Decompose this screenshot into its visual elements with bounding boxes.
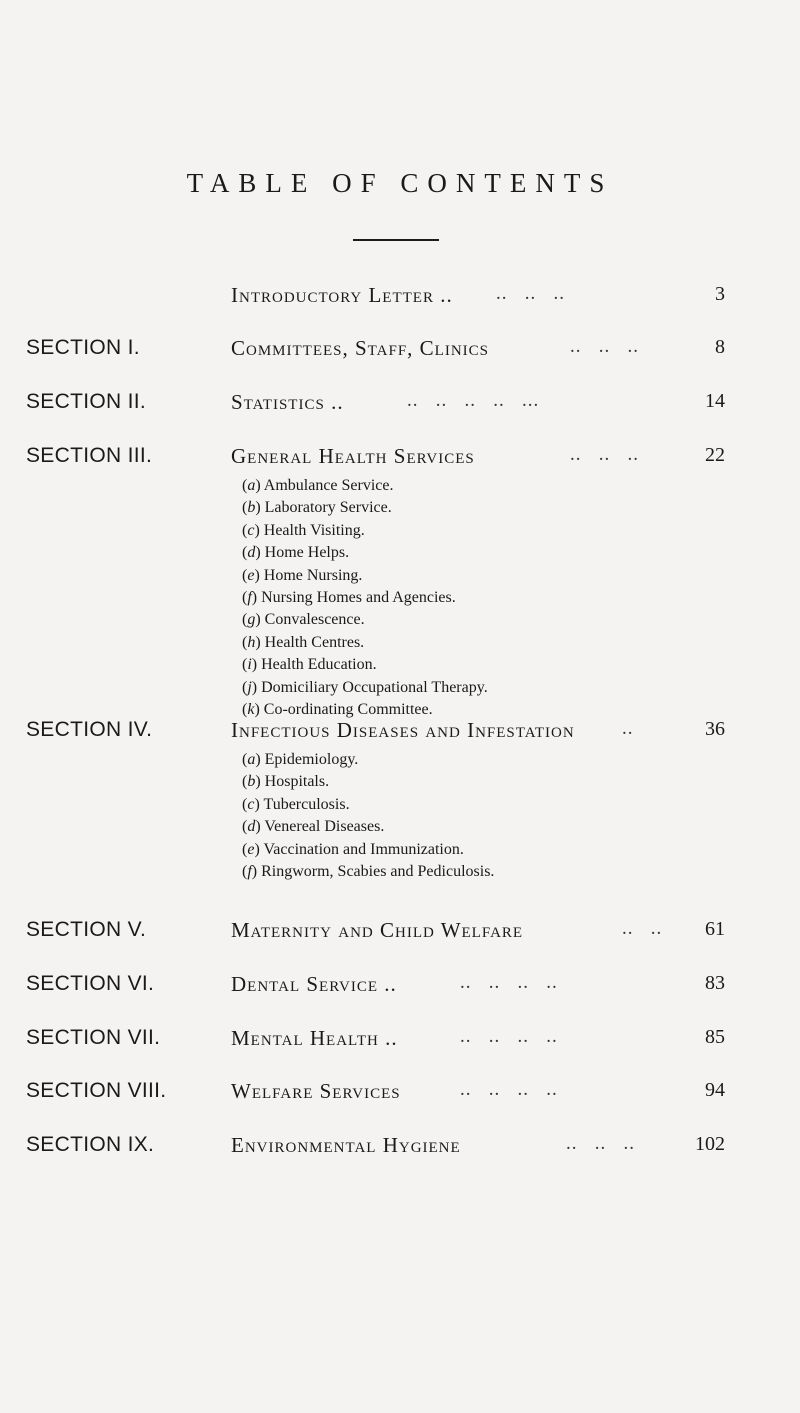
subitem-text: Laboratory Service. xyxy=(264,499,392,517)
subitem-text: Hospitals. xyxy=(264,773,330,791)
subitem-letter: i xyxy=(247,656,252,674)
section-label: SECTION VIII. xyxy=(26,1079,167,1102)
entry-heading: Dental Service .. xyxy=(231,972,397,996)
subitem: (a) Ambulance Service. xyxy=(242,477,394,494)
page-title: TABLE OF CONTENTS xyxy=(186,168,614,198)
subitem: (f) Ringworm, Scabies and Pediculosis. xyxy=(242,862,495,880)
toc-entry-section-7[interactable] xyxy=(0,1026,800,1052)
subitem: (f) Nursing Homes and Agencies. xyxy=(242,588,456,606)
subitem: (g) Convalescence. xyxy=(242,611,365,629)
subitem: (k) Co-ordinating Committee. xyxy=(242,700,433,718)
section-label: SECTION V. xyxy=(26,918,147,941)
subitem-letter: a xyxy=(247,751,256,768)
subitem: (e) Home Nursing. xyxy=(242,566,363,584)
subitem: (a) Epidemiology. xyxy=(242,751,359,768)
section-label: SECTION I. xyxy=(26,336,140,359)
dot-leader: .. .. .. .. xyxy=(460,1079,558,1100)
toc-entry-section-1[interactable] xyxy=(0,336,800,362)
dot-leader: .. .. .. xyxy=(566,1133,635,1154)
toc-entry-section-9[interactable] xyxy=(0,1133,800,1159)
subitem: (j) Domiciliary Occupational Therapy. xyxy=(242,678,488,696)
entry-heading: Committees, Staff, Clinics xyxy=(231,336,489,360)
subitem-text: Ringworm, Scabies and Pediculosis. xyxy=(261,862,495,880)
subitem-letter: d xyxy=(247,818,256,836)
page-number: 83 xyxy=(705,972,725,994)
page-number: 85 xyxy=(705,1026,725,1048)
toc-entry-section-2[interactable] xyxy=(0,390,800,416)
toc-entry-introductory-letter[interactable] xyxy=(0,283,800,309)
subitem-text: Health Education. xyxy=(261,656,377,674)
page-number: 61 xyxy=(705,918,725,940)
subitems-section-4 xyxy=(242,749,494,883)
subitem: (i) Health Education. xyxy=(242,656,377,674)
subitem-letter: a xyxy=(247,477,256,494)
subitem-text: Home Nursing. xyxy=(263,566,363,584)
page-number: 22 xyxy=(705,444,725,466)
subitem-text: Health Centres. xyxy=(264,633,365,651)
toc-entry-section-5[interactable] xyxy=(0,918,800,944)
subitem: (d) Venereal Diseases. xyxy=(242,818,385,836)
subitem: (c) Health Visiting. xyxy=(242,521,365,539)
dot-leader: .. .. .. xyxy=(496,283,565,304)
entry-heading: Welfare Services xyxy=(231,1079,401,1103)
subitem: (c) Tuberculosis. xyxy=(242,795,350,813)
subitem-text: Tuberculosis. xyxy=(263,795,350,813)
title-rule xyxy=(353,239,439,241)
toc-entry-section-6[interactable] xyxy=(0,972,800,998)
section-label: SECTION IV. xyxy=(26,718,153,741)
toc-entry-section-4[interactable] xyxy=(0,718,800,744)
section-label: SECTION VI. xyxy=(26,972,155,995)
subitem-letter: d xyxy=(247,544,256,562)
subitem-letter: e xyxy=(247,566,255,584)
subitem-text: Vaccination and Immunization. xyxy=(263,840,464,858)
subitem-letter: e xyxy=(247,840,255,858)
entry-heading: Environmental Hygiene xyxy=(231,1133,461,1157)
entry-heading: Infectious Diseases and Infestation xyxy=(231,718,575,742)
subitem-letter: g xyxy=(247,611,256,629)
dot-leader: .. .. .. xyxy=(570,336,639,357)
subitem-text: Venereal Diseases. xyxy=(264,818,385,836)
page-number: 36 xyxy=(705,718,725,740)
entry-heading: Maternity and Child Welfare xyxy=(231,918,524,942)
subitem: (b) Laboratory Service. xyxy=(242,499,392,517)
page-number: 94 xyxy=(705,1079,725,1101)
subitem-letter: b xyxy=(247,773,256,791)
subitem: (d) Home Helps. xyxy=(242,544,350,562)
dot-leader: .. .. .. .. ... xyxy=(407,390,540,411)
subitem: (h) Health Centres. xyxy=(242,633,365,651)
dot-leader: .. xyxy=(622,718,634,739)
entry-heading: Mental Health .. xyxy=(231,1026,398,1050)
dot-leader: .. .. .. .. xyxy=(460,1026,558,1047)
dot-leader: .. .. .. .. xyxy=(460,972,558,993)
subitem-letter: f xyxy=(247,862,252,880)
entry-heading: Statistics .. xyxy=(231,390,344,414)
subitem-text: Convalescence. xyxy=(264,611,365,629)
subitem-text: Co-ordinating Committee. xyxy=(263,700,433,718)
subitem-letter: j xyxy=(247,678,252,696)
subitem-letter: f xyxy=(247,588,252,606)
subitems-section-3 xyxy=(242,475,488,721)
section-label: SECTION IX. xyxy=(26,1133,155,1156)
subitem-text: Health Visiting. xyxy=(263,521,365,539)
entry-heading: General Health Services xyxy=(231,444,475,468)
subitem-letter: k xyxy=(247,700,255,718)
subitem-text: Epidemiology. xyxy=(264,751,359,768)
section-label: SECTION VII. xyxy=(26,1026,161,1049)
subitem-text: Home Helps. xyxy=(264,544,350,562)
subitem-text: Ambulance Service. xyxy=(263,477,394,494)
subitem-letter: h xyxy=(247,633,256,651)
subitem: (b) Hospitals. xyxy=(242,773,330,791)
subitem-text: Nursing Homes and Agencies. xyxy=(261,588,456,606)
page-number: 14 xyxy=(705,390,725,412)
toc-entry-section-8[interactable] xyxy=(0,1079,800,1105)
section-label: SECTION II. xyxy=(26,390,146,413)
subitem-letter: c xyxy=(247,521,255,539)
subitem: (e) Vaccination and Immunization. xyxy=(242,840,464,858)
toc-entry-section-3[interactable] xyxy=(0,444,800,470)
page-number: 102 xyxy=(695,1133,725,1155)
entry-heading: Introductory Letter .. xyxy=(231,283,453,307)
dot-leader: .. .. xyxy=(622,918,663,939)
subitem-letter: c xyxy=(247,795,255,813)
page-number: 3 xyxy=(715,283,725,305)
subitem-letter: b xyxy=(247,499,256,517)
section-label: SECTION III. xyxy=(26,444,153,467)
subitem-text: Domiciliary Occupational Therapy. xyxy=(261,678,488,696)
dot-leader: .. .. .. xyxy=(570,444,639,465)
page-number: 8 xyxy=(715,336,725,358)
